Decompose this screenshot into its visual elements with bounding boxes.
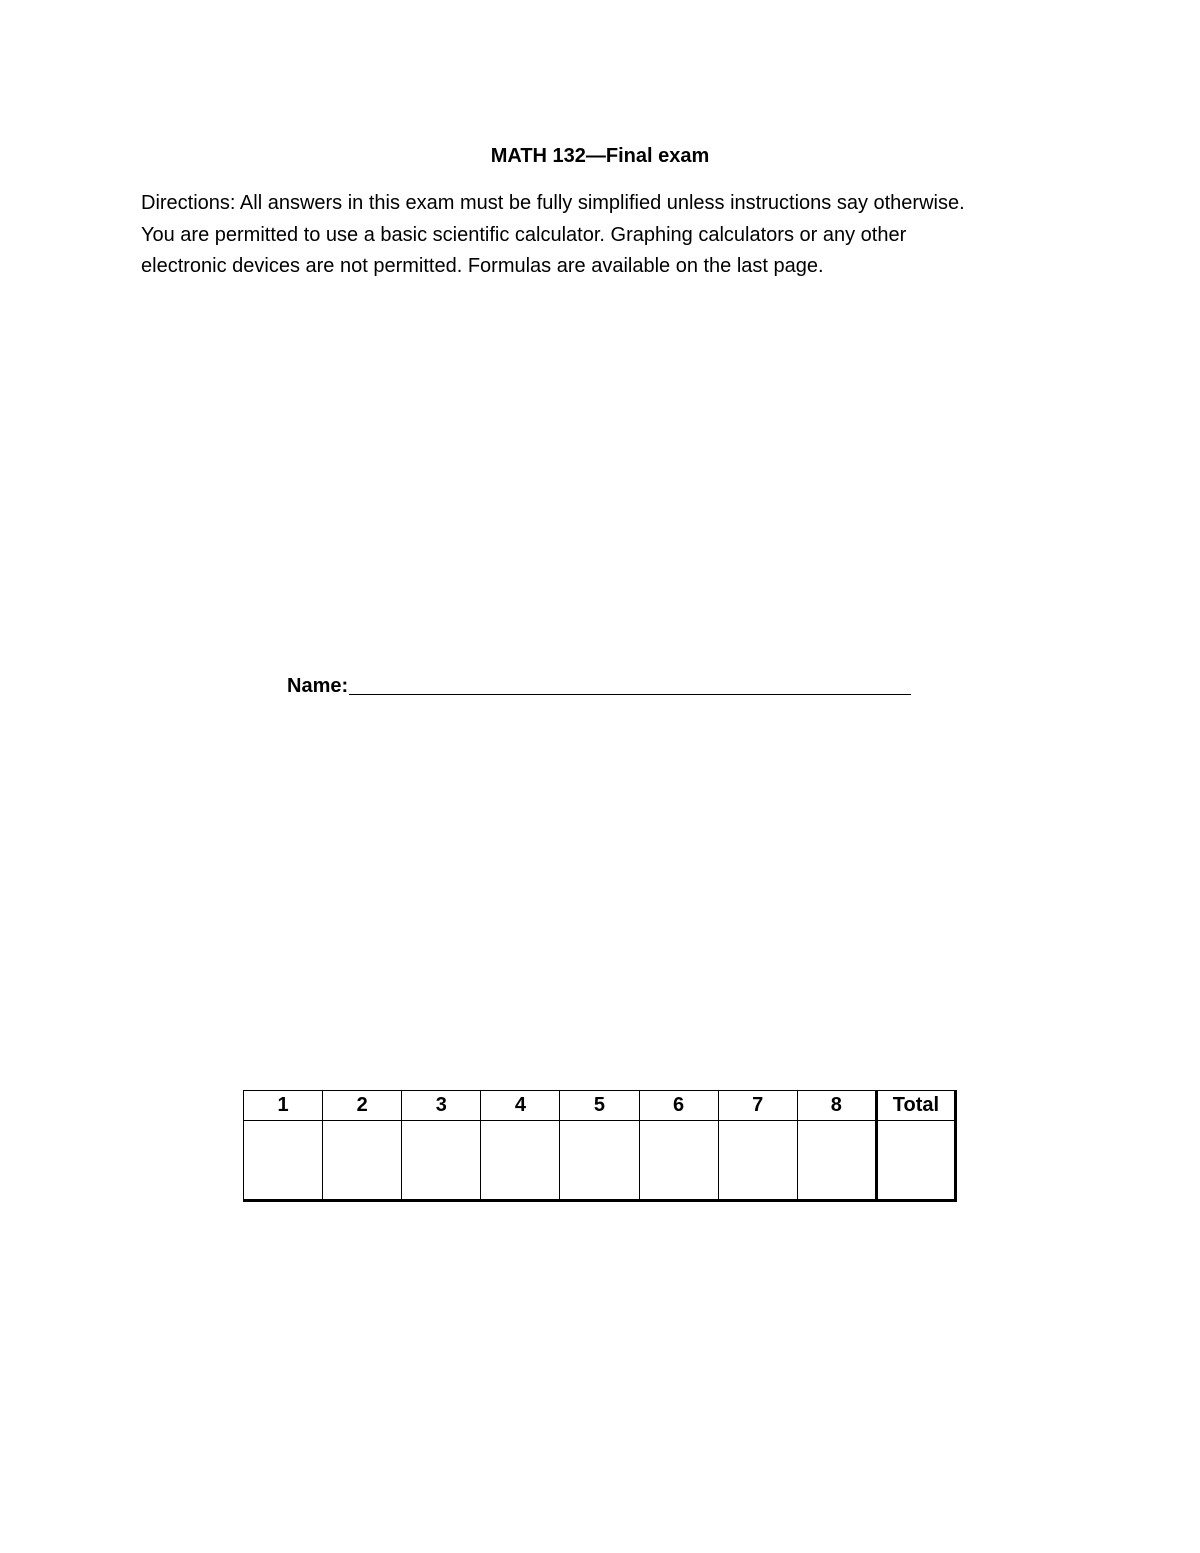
score-header-6: 6 <box>639 1091 718 1121</box>
score-header-2: 2 <box>323 1091 402 1121</box>
score-cell-5[interactable] <box>560 1121 639 1201</box>
score-header-3: 3 <box>402 1091 481 1121</box>
page-title: MATH 132—Final exam <box>490 145 710 167</box>
score-header-1: 1 <box>244 1091 323 1121</box>
directions-paragraph <box>141 188 1071 283</box>
score-header-5: 5 <box>560 1091 639 1121</box>
score-cell-4[interactable] <box>481 1121 560 1201</box>
score-table-answer-row <box>244 1121 956 1201</box>
directions-line-2: You are permitted to use a basic scientific calculator. Graphing calculators or any other <box>141 223 907 246</box>
name-label: Name: <box>287 675 349 697</box>
score-table-header-row <box>244 1091 956 1121</box>
score-cell-7[interactable] <box>718 1121 797 1201</box>
score-cell-1[interactable] <box>244 1121 323 1201</box>
score-cell-total[interactable] <box>876 1121 955 1201</box>
score-cell-6[interactable] <box>639 1121 718 1201</box>
score-cell-3[interactable] <box>402 1121 481 1201</box>
score-table <box>243 1090 957 1202</box>
score-header-4: 4 <box>481 1091 560 1121</box>
name-blank-line[interactable] <box>349 694 911 695</box>
directions-line-3: electronic devices are not permitted. Formulas are available on the last page. <box>141 255 824 277</box>
score-header-8: 8 <box>797 1091 876 1121</box>
score-cell-8[interactable] <box>797 1121 876 1201</box>
score-header-7: 7 <box>718 1091 797 1121</box>
directions-line-1: Directions: All answers in this exam must be fully simplified unless instructions say otherwise. <box>141 192 965 214</box>
score-cell-2[interactable] <box>323 1121 402 1201</box>
name-field-row <box>287 670 911 700</box>
score-header-total: Total <box>876 1091 955 1121</box>
